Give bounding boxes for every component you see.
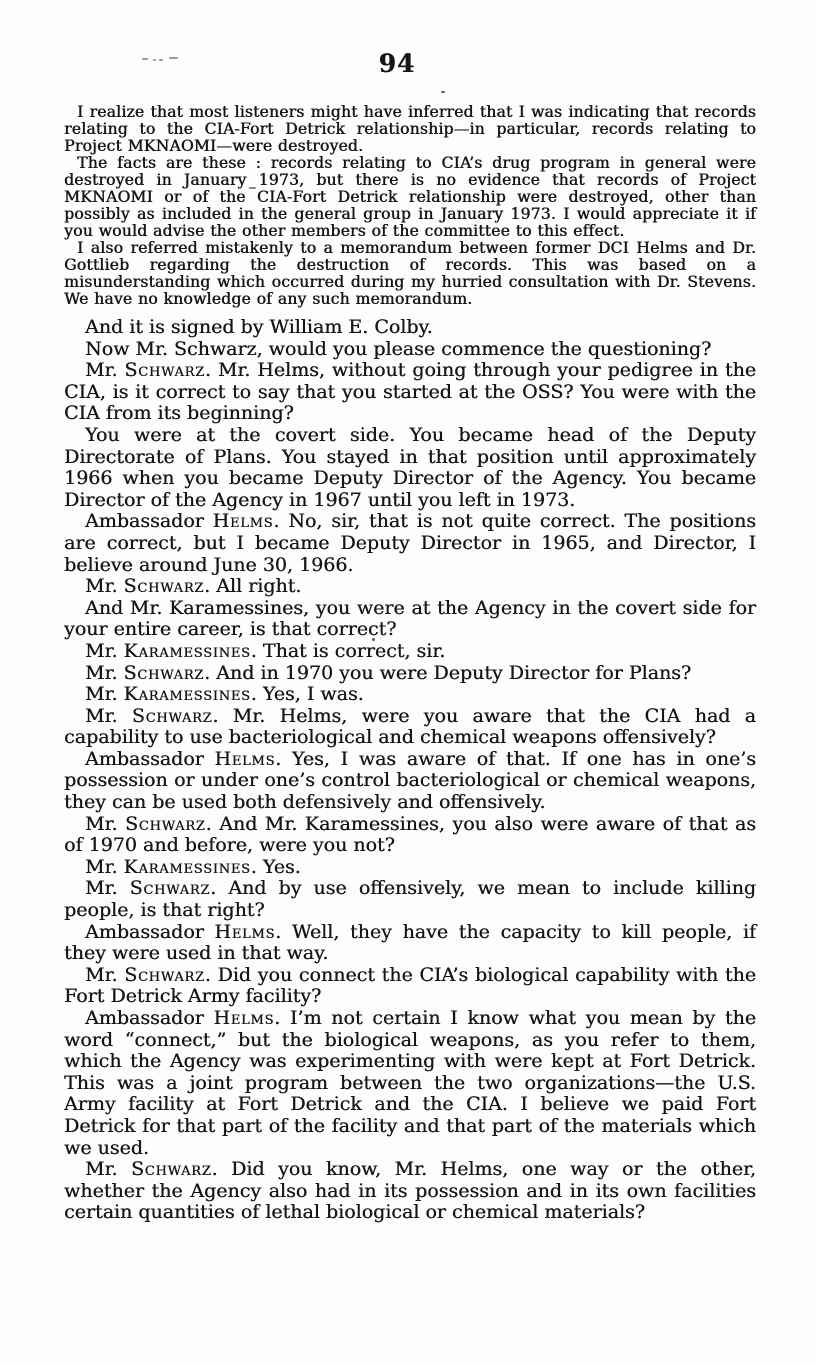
speaker-prefix: Ambassador — [85, 510, 213, 533]
transcript-paragraph: You were at the covert side. You became head of the Deputy Directorate of Plans. You stayed in that position until approximately 1966 when you became Deputy Director of the Agency. You became Director of the Agency in 1967 until you left in 1973. — [64, 423, 756, 511]
transcript-paragraph: Mr. Schwarz. Mr. Helms, without going through your pedigree in the CIA, is it correct to say that you started at the OSS? You were with the CIA from its beginning? — [64, 359, 756, 425]
transcript-paragraph: Mr. Karamessines. That is correct, sir. — [85, 639, 446, 662]
transcript-paragraph: Ambassador Helms. No, sir, that is not quite correct. The positions are correct, but I became Deputy Director in 1965, and Director, I believe around June 30, 1966. — [64, 510, 756, 576]
speaker-name: Schwarz — [123, 661, 205, 684]
scan-speck — [441, 91, 445, 93]
speaker-name: Karamessines — [123, 683, 251, 706]
quoted-statement-block — [64, 104, 756, 308]
transcript-paragraph: And it is signed by William E. Colby. — [85, 316, 433, 338]
transcript-paragraph: Mr. Schwarz. Did you know, Mr. Helms, one way or the other, whether the Agency also had in its possession and in its own facilities certain quantities of lethal biological or chemical materials? — [64, 1158, 757, 1224]
speaker-prefix: Mr. — [85, 704, 132, 727]
speaker-prefix: Mr. — [85, 963, 125, 986]
transcript-paragraph: Mr. Schwarz. And Mr. Karamessines, you also were aware of that as of 1970 and before, were you not? — [64, 812, 756, 857]
speaker-prefix: Mr. — [85, 639, 124, 662]
speaker-prefix: Ambassador — [85, 747, 215, 770]
transcript-paragraph: Mr. Schwarz. Did you connect the CIA’s biological capability with the Fort Detrick Army facility? — [64, 963, 756, 1008]
speaker-prefix: Mr. — [85, 683, 124, 706]
speaker-name: Helms — [214, 920, 276, 943]
speaker-name: Schwarz — [123, 575, 205, 598]
speaker-prefix: Mr. — [85, 359, 125, 382]
speaker-name: Karamessines — [123, 855, 251, 878]
speaker-prefix: Mr. — [85, 812, 126, 835]
transcript-paragraph: Mr. Schwarz. All right. — [85, 575, 302, 598]
speaker-name: Schwarz — [124, 359, 205, 382]
quote-paragraph: I realize that most listeners might have inferred that I was indicating that records relating to the CIA-Fort Detrick relationship—in particular, records relating to Project MKNAOMI—were destroyed. — [64, 103, 756, 155]
transcript-paragraph: Ambassador Helms. Yes, I was aware of that. If one has in one’s possession or under one’s control bacteriological or chemical weapons, they can be used both defensively and offensively. — [64, 747, 756, 814]
transcript-paragraph: And Mr. Karamessines, you were at the Agency in the covert side for your entire career, is that correct? — [64, 596, 756, 641]
transcript-body — [64, 317, 756, 1224]
speaker-prefix: Mr. — [85, 575, 124, 598]
transcript-paragraph: Mr. Schwarz. Mr. Helms, were you aware that the CIA had a capability to use bacteriological and chemical weapons offensively? — [64, 704, 756, 749]
transcript-paragraph: Mr. Schwarz. And by use offensively, we mean to include killing people, is that right? — [64, 877, 756, 922]
speaker-prefix: Ambassador — [85, 920, 215, 943]
quote-paragraph: The facts are these : records relating to CIA’s drug program in general were destroyed in January 1973, but there is no evidence that records of Project MKNAOMI or of the CIA-Fort Detrick relationship were destroyed, other than possibly as included in the general group in January 1973. I would appreciate it if you would advise the other members of the committee to this effect. — [64, 154, 756, 240]
speaker-name: Helms — [214, 747, 276, 770]
speaker-name: Helms — [213, 1007, 275, 1029]
speaker-prefix: Ambassador — [85, 1007, 214, 1029]
speaker-name: Schwarz — [131, 704, 213, 727]
speaker-name: Schwarz — [130, 1158, 212, 1181]
speaker-prefix: Mr. — [85, 855, 124, 878]
transcript-paragraph: Now Mr. Schwarz, would you please commence the questioning? — [85, 337, 712, 360]
transcript-paragraph: Mr. Karamessines. Yes, I was. — [85, 683, 364, 706]
transcript-paragraph: Ambassador Helms. I’m not certain I know what you mean by the word “connect,” but the biological weapons, as you refer to them, which the Agency was experimenting with were kept at Fort Detrick. This was a joint program between the two organizations—the U.S. Army facility at Fort Detrick and the CIA. I believe we paid Fort Detrick for that part of the facility and that part of the materials which we used. — [64, 1007, 757, 1159]
speaker-prefix: Mr. — [85, 877, 130, 900]
transcript-paragraph: Ambassador Helms. Well, they have the capacity to kill people, if they were used in that way. — [64, 920, 756, 965]
speaker-name: Schwarz — [129, 877, 211, 900]
transcript-paragraph: Mr. Karamessines. Yes. — [85, 855, 301, 878]
transcript-paragraph: Mr. Schwarz. And in 1970 you were Deputy Director for Plans? — [85, 661, 692, 684]
speaker-prefix: Mr. — [85, 1158, 131, 1181]
page-number: 94 — [378, 49, 416, 78]
speaker-name: Karamessines — [123, 639, 251, 662]
speaker-prefix: Mr. — [85, 661, 124, 684]
speaker-name: Schwarz — [124, 963, 205, 986]
speaker-name: Helms — [212, 510, 274, 533]
speaker-name: Schwarz — [125, 812, 206, 835]
quote-paragraph: I also referred mistakenly to a memorandum between former DCI Helms and Dr. Gottlieb regarding the destruction of records. This was based on a misunderstanding which occurred during my hurried consultation with Dr. Stevens. We have no knowledge of any such memorandum. — [64, 239, 756, 308]
